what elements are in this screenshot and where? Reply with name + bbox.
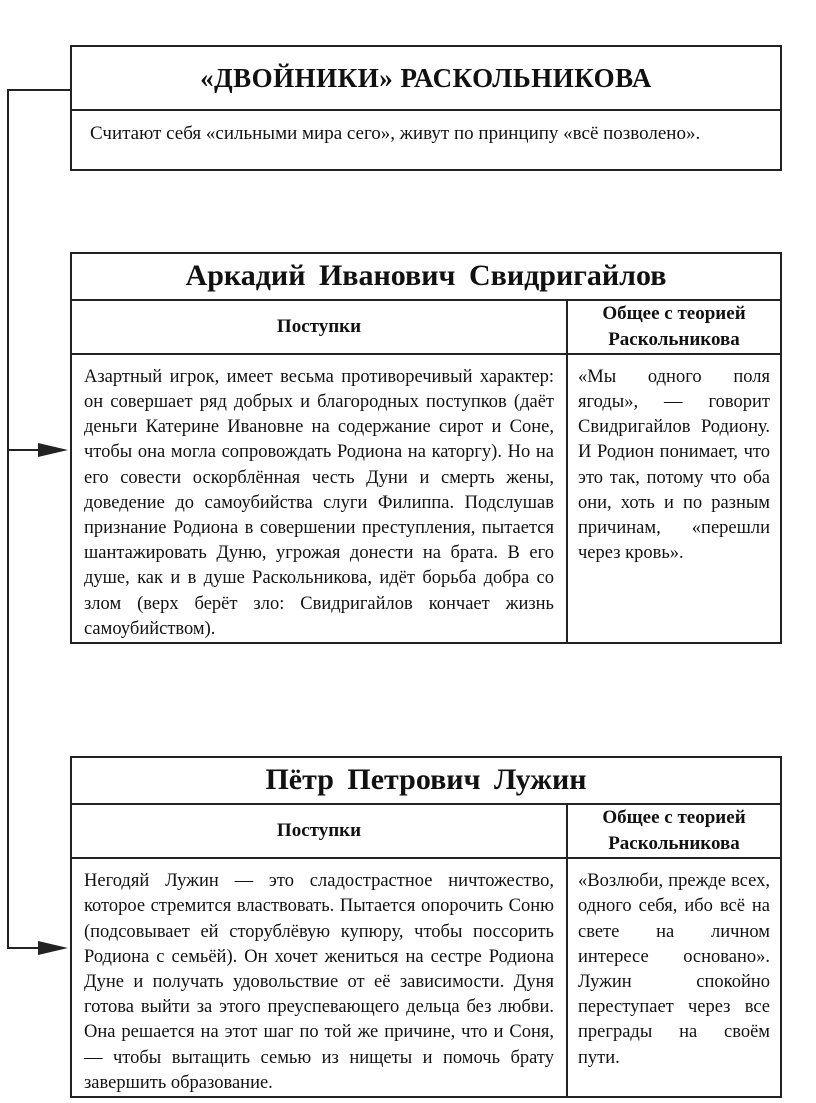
common-cell: «Мы одного поля ягоды», — говорит Свидригайлов Родиону. И Родион понимает, что это так, потому что оба они, хоть и по разным причинам, «перешли через кровь». [578,366,770,564]
column-header-row [72,805,780,859]
common-column-header: Общее с теорией Раскольникова [602,302,746,350]
person-box-svidrigailov [70,252,782,644]
table-row [72,859,780,1096]
connector-line [8,90,70,948]
deeds-cell: Азартный игрок, имеет весьма противоречивый характер: он совершает ряд добрых и благородных поступков (даёт деньги Катерине Ивановне на содержание сирот и Соне, чтобы она могла сопровождать Родиона на каторгу). Но на его совести оскорблённая честь Дуни и смерть жены, доведение до самоубийства слуги Филиппа. Подслушав признание Родиона в совершении преступления, пытается шантажировать Дуню, угрожая донести на брата. В его душе, как и в душе Раскольникова, идёт борьба добра со злом (верх берёт зло: Свидригайлов кончает жизнь самоубийством). [72,355,568,642]
arrow-to-svidrigailov [38,443,68,457]
person-name: Аркадий Иванович Свидригайлов [72,254,780,301]
column-header-row [72,301,780,355]
deeds-cell: Негодяй Лужин — это сладострастное ничтожество, которое стремится властвовать. Пытается опорочить Соню (подсовывает ей сторублёвую купюру, чтобы поссорить Родиона с семьёй). Он хочет жениться на сестре Родиона Дуне и получать удовольствие от её зависимости. Дуня готова выйти за этого преуспевающего дельца без любви. Она решается на этот шаг по той же причине, что и Соня, — чтобы вытащить семью из нищеты и помочь брату завершить образование. [72,859,568,1096]
person-name: Пётр Петрович Лужин [72,758,780,805]
doubles-header-box [70,45,782,171]
arrow-to-luzhin [38,941,68,955]
deeds-column-header: Поступки [72,805,568,857]
person-box-luzhin [70,756,782,1098]
common-cell: «Возлюби, прежде всех, одного себя, ибо всё на свете на личном интересе основано». Лужин спокойно переступает через все преграды на своём пути. [578,871,770,1068]
deeds-column-header: Поступки [72,301,568,353]
page-title: «ДВОЙНИКИ» РАСКОЛЬНИКОВА [72,47,780,111]
doubles-description: Считают себя «сильными мира сего», живут по принципу «всё позволено». [90,123,701,144]
common-column-header: Общее с теорией Раскольникова [602,806,746,854]
table-row [72,355,780,642]
